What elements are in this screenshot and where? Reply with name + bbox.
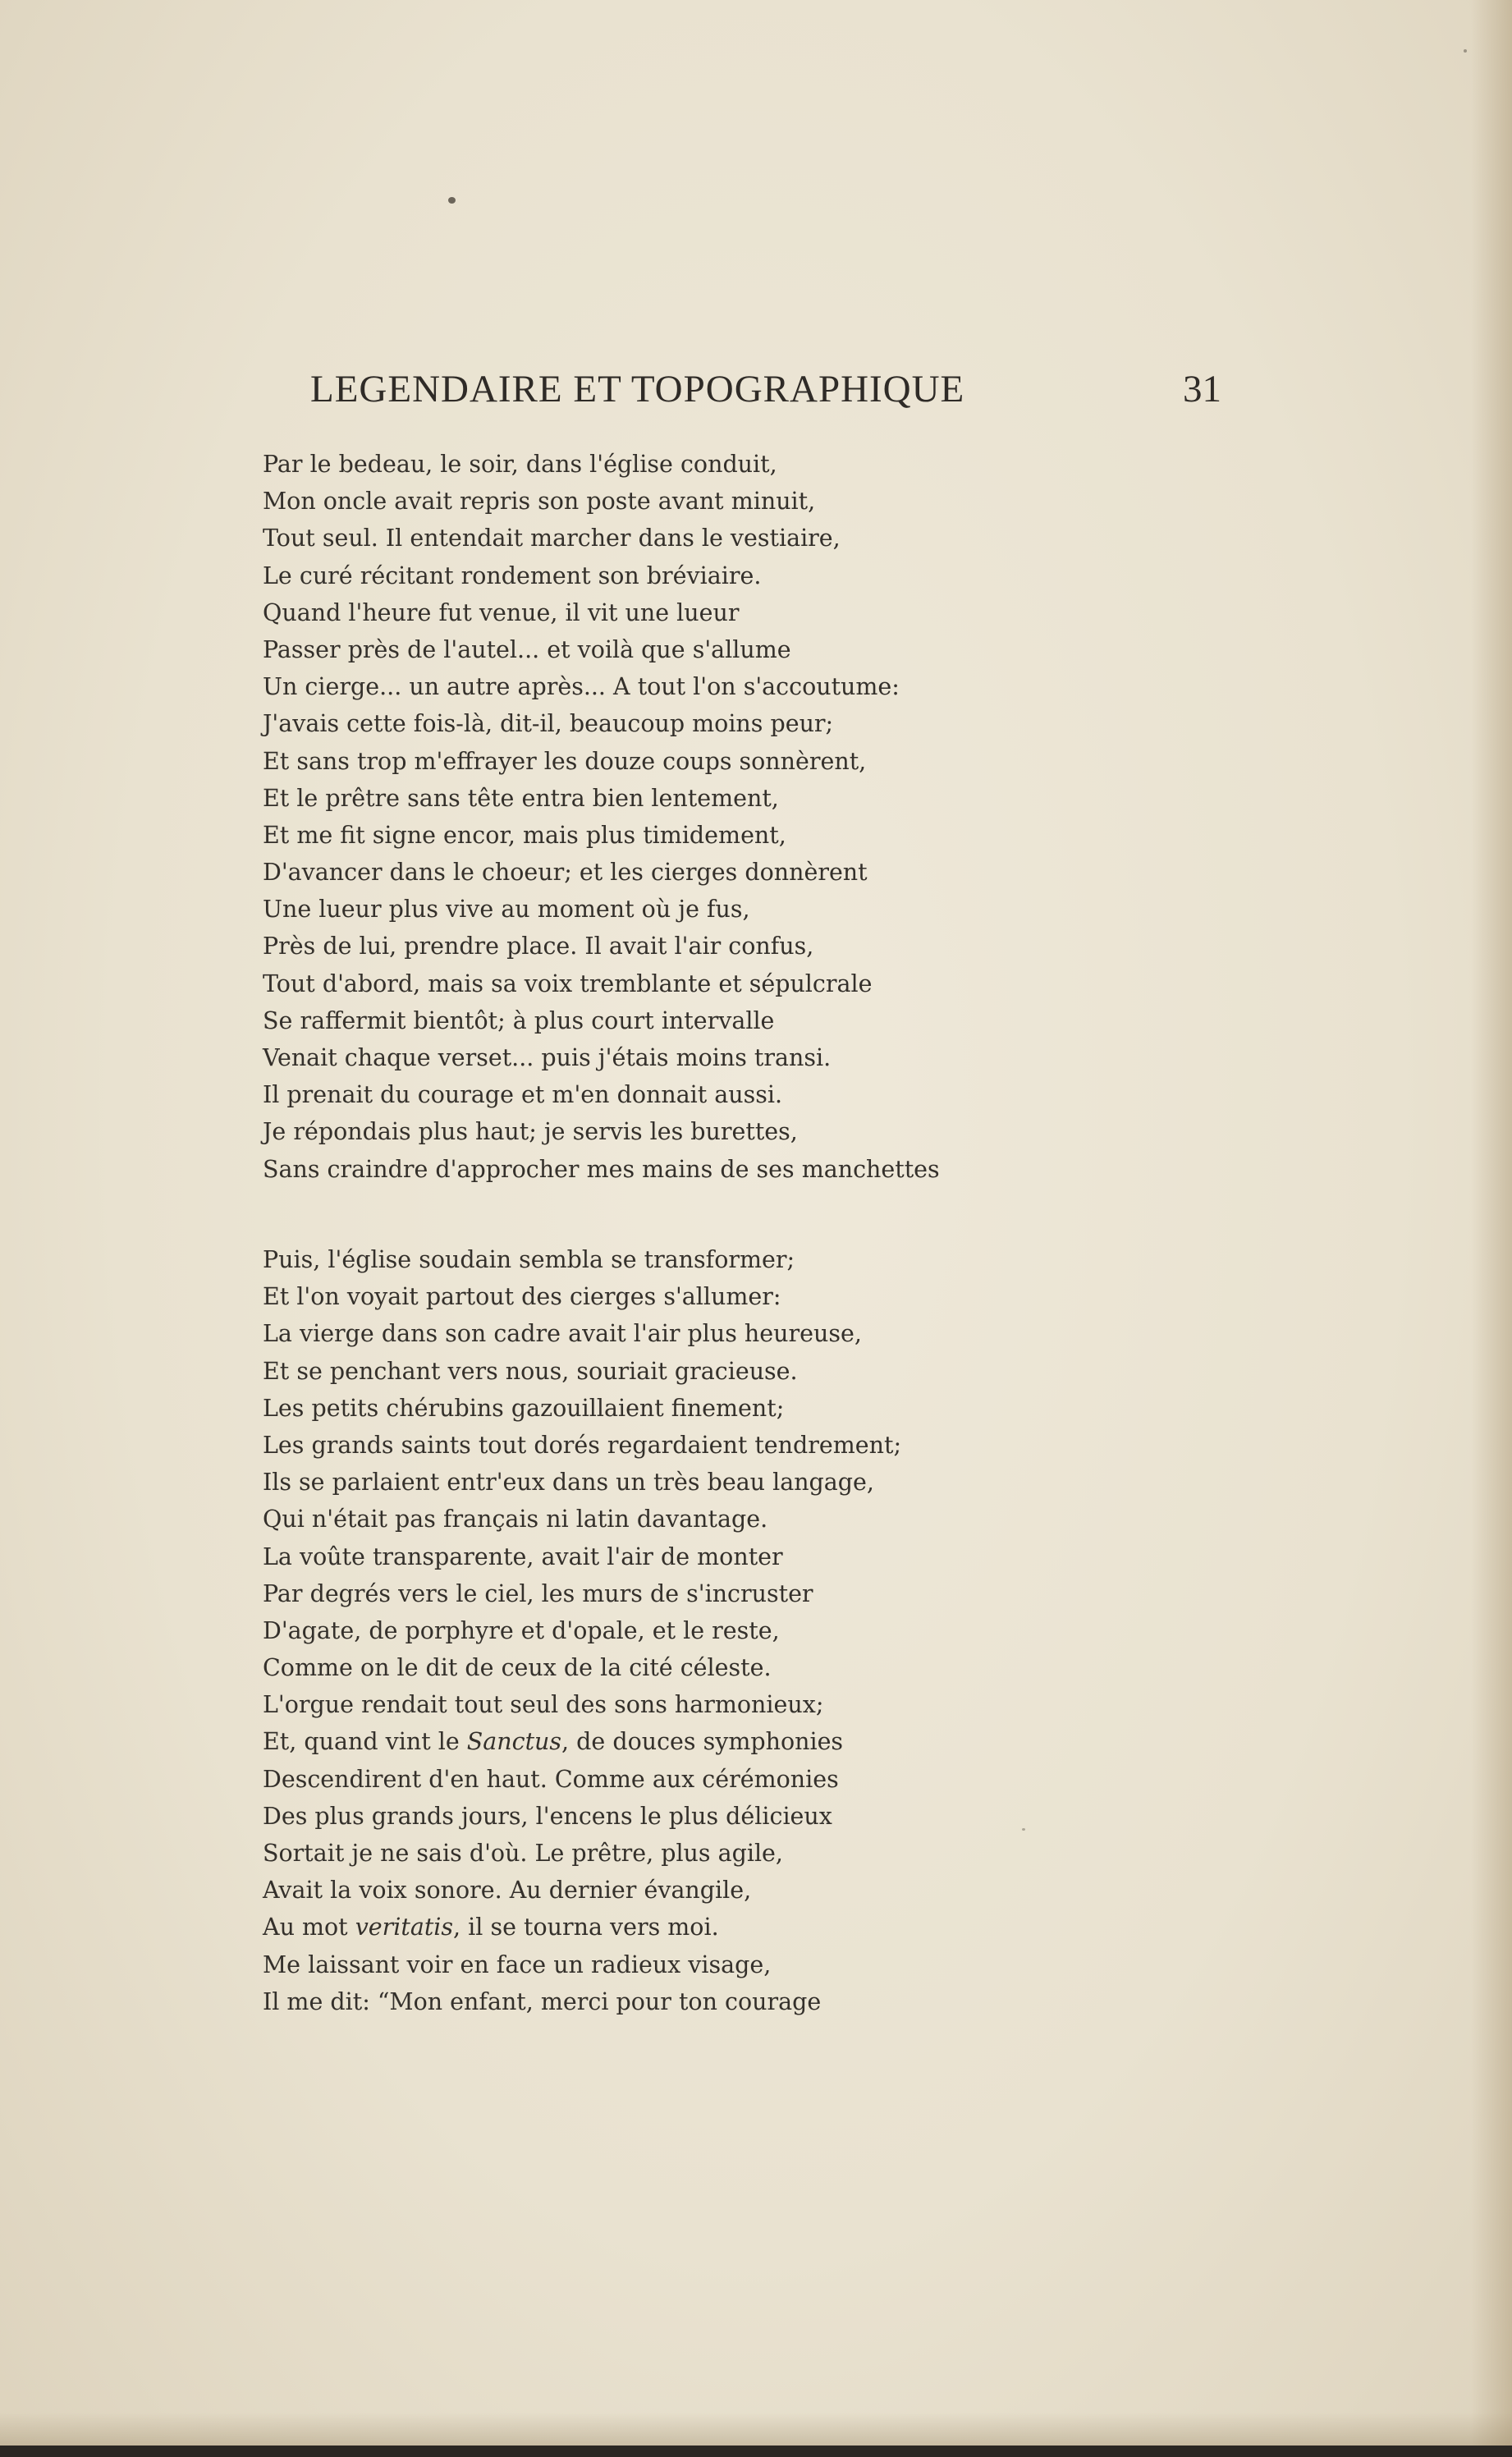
verse-line: D'agate, de porphyre et d'opale, et le reste, [263, 1616, 780, 1644]
verse-line: Et l'on voyait partout des cierges s'allumer: [263, 1283, 781, 1311]
verse-line: Par le bedeau, le soir, dans l'église conduit, [263, 451, 777, 478]
verse-line: Une lueur plus vive au moment où je fus, [263, 896, 750, 924]
italic-latin-word: Sanctus [466, 1728, 562, 1756]
verse-line: Ils se parlaient entr'eux dans un très beau langage, [263, 1469, 874, 1497]
verse-line: Me laissant voir en face un radieux visage, [263, 1950, 772, 1978]
verse-line: Descendirent d'en haut. Comme aux cérémonies [263, 1765, 839, 1793]
verse-line: Au mot veritatis, il se tourna vers moi. [263, 1914, 719, 1941]
verse-line: Quand l'heure fut venue, il vit une lueur [263, 598, 740, 626]
verse-line: Qui n'était pas français ni latin davantage. [263, 1506, 768, 1533]
verse-line: Et se penchant vers nous, souriait gracieuse. [263, 1357, 798, 1385]
verse-line: Par degrés vers le ciel, les murs de s'incruster [263, 1579, 813, 1607]
verse-line: Avait la voix sonore. Au dernier évangile, [263, 1877, 752, 1905]
verse-line: Des plus grands jours, l'encens le plus délicieux [263, 1802, 832, 1830]
verse-line: Sans craindre d'approcher mes mains de ses manchettes [263, 1155, 940, 1183]
stanza-2 [263, 1241, 901, 2020]
page-edge-shadow [1471, 0, 1512, 2457]
verse-line: Passer près de l'autel... et voilà que s'allume [263, 635, 791, 663]
verse-line: Je répondais plus haut; je servis les burettes, [263, 1118, 798, 1146]
verse-line: Les petits chérubins gazouillaient finement; [263, 1394, 785, 1422]
verse-line: Les grands saints tout dorés regardaient tendrement; [263, 1431, 902, 1459]
verse-line: Comme on le dit de ceux de la cité céleste. [263, 1654, 772, 1682]
verse-line: Et, quand vint le Sanctus, de douces symphonies [263, 1728, 844, 1756]
verse-line: Venait chaque verset... puis j'étais moins transi. [263, 1044, 832, 1071]
page-bottom-shadow [0, 2413, 1512, 2446]
verse-line: Puis, l'église soudain sembla se transformer; [263, 1246, 795, 1273]
verse-line: Mon oncle avait repris son poste avant minuit, [263, 488, 816, 516]
verse-line: La vierge dans son cadre avait l'air plus heureuse, [263, 1320, 862, 1348]
verse-line: J'avais cette fois-là, dit-il, beaucoup moins peur; [263, 710, 834, 738]
italic-latin-word: veritatis [355, 1914, 454, 1941]
paper-speck [448, 197, 456, 204]
verse-line: Il me dit: “Mon enfant, merci pour ton courage [263, 1987, 822, 2015]
verse-line: Se raffermit bientôt; à plus court intervalle [263, 1006, 775, 1034]
paper-speck [1022, 1828, 1025, 1831]
running-header [310, 367, 1221, 416]
verse-line: Et sans trop m'effrayer les douze coups sonnèrent, [263, 747, 867, 775]
verse-line: Et le prêtre sans tête entra bien lentement, [263, 784, 779, 812]
running-title: LEGENDAIRE ET TOPOGRAPHIQUE [310, 368, 965, 410]
verse-line: La voûte transparente, avait l'air de monter [263, 1543, 783, 1570]
verse-line: Tout seul. Il entendait marcher dans le vestiaire, [263, 525, 841, 552]
stanza-1 [263, 446, 940, 1188]
verse-line: Et me fit signe encor, mais plus timidement, [263, 821, 786, 849]
verse-line: Tout d'abord, mais sa voix tremblante et sépulcrale [263, 970, 873, 997]
verse-line: Il prenait du courage et m'en donnait aussi. [263, 1081, 783, 1109]
verse-line: L'orgue rendait tout seul des sons harmonieux; [263, 1691, 824, 1719]
verse-line: Le curé récitant rondement son bréviaire. [263, 562, 762, 589]
page-number: 31 [1183, 368, 1221, 410]
paper-speck [1464, 49, 1467, 53]
page-bottom-edge [0, 2446, 1512, 2457]
verse-line: Un cierge... un autre après... A tout l'on s'accoutume: [263, 673, 900, 701]
verse-line: D'avancer dans le choeur; et les cierges donnèrent [263, 859, 868, 887]
verse-line: Près de lui, prendre place. Il avait l'air confus, [263, 933, 814, 960]
verse-line: Sortait je ne sais d'où. Le prêtre, plus agile, [263, 1840, 783, 1867]
